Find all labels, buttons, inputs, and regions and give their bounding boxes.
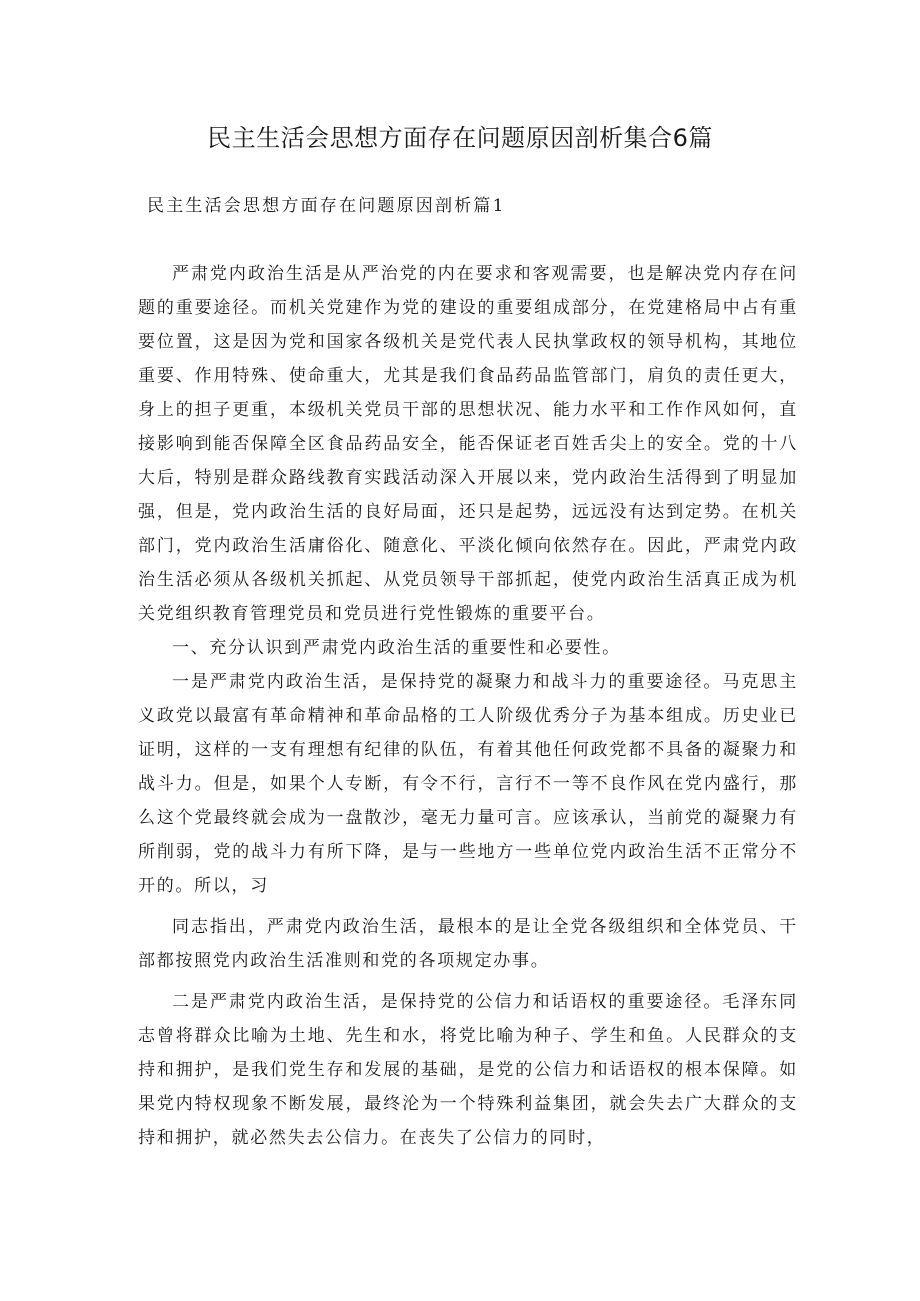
paragraph: 严肃党内政治生活是从严治党的内在要求和客观需要，也是解决党内存在问题的重要途径。而机关党建作为党的建设的重要组成部分，在党建格局中占有重要位置，这是因为党和国家各级机关是党代表人民执掌政权的领导机构，其地位重要、作用特殊、使命重大，尤其是我们食品药品监管部门，肩负的责任更大，身上的担子更重，本级机关党员干部的思想状况、能力水平和工作作风如何，直接影响到能否保障全区食品药品安全，能否保证老百姓舌尖上的安全。党的十八大后，特别是群众路线教育实践活动深入开展以来，党内政治生活得到了明显加强，但是，党内政治生活的良好局面，还只是起势，远远没有达到定势。在机关部门，党内政治生活庸俗化、随意化、平淡化倾向依然存在。因此，严肃党内政治生活必须从各级机关抓起、从党员领导干部抓起，使党内政治生活真正成为机关党组织教育管理党员和党员进行党性锻炼的重要平台。: [138, 264, 798, 624]
section-heading: 民主生活会思想方面存在问题原因剖析篇1: [147, 196, 506, 216]
document-body: [138, 257, 798, 1155]
document-title: 民主生活会思想方面存在问题原因剖析集合6篇: [207, 124, 713, 152]
paragraph: 二是严肃党内政治生活，是保持党的公信力和话语权的重要途径。毛泽东同志曾将群众比喻为土地、先生和水，将党比喻为种子、学生和鱼。人民群众的支持和拥护，是我们党生存和发展的基础，是党的公信力和话语权的根本保障。如果党内特权现象不断发展，最终沦为一个特殊利益集团，就会失去广大群众的支持和拥护，就必然失去公信力。在丧失了公信力的同时，: [138, 992, 798, 1148]
paragraph: 一是严肃党内政治生活，是保持党的凝聚力和战斗力的重要途径。马克思主义政党以最富有革命精神和革命品格的工人阶级优秀分子为基本组成。历史业已证明，这样的一支有理想有纪律的队伍，有着其他任何政党都不具备的凝聚力和战斗力。但是，如果个人专断，有令不行，言行不一等不良作风在党内盛行，那么这个党最终就会成为一盘散沙，毫无力量可言。应该承认，当前党的凝聚力有所削弱，党的战斗力有所下降，是与一些地方一些单位党内政治生活不正常分不开的。所以，习: [138, 672, 798, 896]
paragraph: 一、充分认识到严肃党内政治生活的重要性和必要性。: [172, 638, 621, 658]
paragraph: 同志指出，严肃党内政治生活，最根本的是让全党各级组织和全体党员、干部都按照党内政治生活准则和党的各项规定办事。: [138, 917, 798, 971]
